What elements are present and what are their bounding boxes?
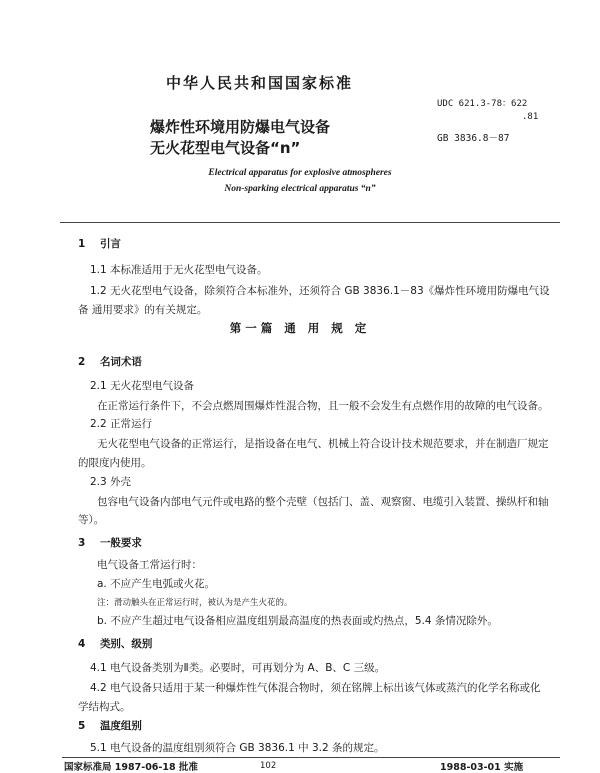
- section-2-number: 2: [78, 356, 86, 368]
- page-number: 102: [260, 761, 277, 771]
- section-3-heading: [78, 535, 142, 550]
- clause-3-a: a. 不应产生电弧或火花。: [97, 578, 216, 590]
- clause-4-1: 4.1 电气设备类别为Ⅱ类。必要时，可再划分为 A、B、C 三级。: [90, 662, 386, 674]
- title-cn-line2: 无火花型电气设备“n”: [150, 139, 301, 157]
- title-cn-line1: 爆炸性环境用防爆电气设备: [150, 118, 331, 136]
- clause-4-2-line1: 4.2 电气设备只适用于某一种爆炸性气体混合物时，须在铭牌上标出该气体或蒸汽的化学名称或化: [90, 682, 541, 694]
- section-1-heading: [78, 236, 121, 251]
- clause-2-3-body-line1: 包容电气设备内部电气元件或电路的整个壳壁（包括门、盖、观察窗、电缆引入装置、操纵杆和轴: [97, 496, 549, 508]
- section-4-title: 类别、级别: [99, 638, 153, 650]
- udc-line2: .81: [522, 112, 539, 122]
- header-divider: [60, 222, 560, 223]
- section-3-title: 一般要求: [99, 537, 142, 549]
- clause-3-note: 注：滑动触头在正常运行时，被认为是产生火花的。: [97, 598, 293, 608]
- clause-1-1: 1.1 本标准适用于无火花型电气设备。: [90, 264, 268, 276]
- section-3-number: 3: [78, 537, 86, 549]
- udc-line1: UDC 621.3-78：622: [437, 99, 528, 109]
- gb-number: GB 3836.8－87: [437, 133, 510, 144]
- clause-2-3-body-line2: 等）。: [78, 514, 105, 526]
- title-en-line2: Non-sparking electrical apparatus “n”: [224, 184, 376, 194]
- approval-date: 国家标准局 1987-06-18 批准: [64, 762, 198, 773]
- part-1-heading: 第一篇 通 用 规 定: [229, 321, 371, 335]
- section-5-number: 5: [78, 720, 86, 732]
- title-chinese: [150, 117, 330, 159]
- clause-3-intro: 电气设备工常运行时：: [97, 559, 202, 571]
- section-1-number: 1: [78, 238, 86, 250]
- clause-1-2-line1: 1.2 无火花型电气设备，除须符合本标准外，还须符合 GB 3836.1－83《爆炸性环境用防爆电气设: [90, 285, 550, 297]
- clause-5-1: 5.1 电气设备的温度组别须符合 GB 3836.1 中 3.2 条的规定。: [90, 742, 385, 754]
- section-4-heading: [78, 636, 152, 651]
- clause-2-1-body: 在正常运行条件下，不会点燃周围爆炸性混合物，且一般不会发生有点燃作用的故障的电气设备。: [97, 400, 549, 412]
- clause-3-b: b. 不应产生超过电气设备相应温度组别最高温度的热表面或灼热点，5.4 条情况除外。: [97, 615, 498, 627]
- section-1-title: 引言: [99, 238, 121, 250]
- udc-code: [437, 98, 538, 124]
- clause-2-2-body-line2: 的限度内使用。: [78, 457, 152, 469]
- clause-2-2-body-line1: 无火花型电气设备的正常运行，是指设备在电气、机械上符合设计技术规范要求，并在制造厂规定: [97, 438, 549, 450]
- clause-2-1-title: 2.1 无火花型电气设备: [90, 380, 195, 392]
- footer-divider: [62, 757, 560, 758]
- national-standard-heading: 中华人民共和国国家标准: [166, 74, 354, 92]
- effective-date: 1988-03-01 实施: [440, 762, 524, 773]
- clause-2-3-title: 2.3 外壳: [90, 476, 132, 488]
- section-4-number: 4: [78, 638, 86, 650]
- clause-1-2-line2: 备 通用要求》的有关规定。: [78, 304, 208, 316]
- clause-2-2-title: 2.2 正常运行: [90, 418, 153, 430]
- title-en-line1: Electrical apparatus for explosive atmospheres: [208, 168, 392, 178]
- section-5-heading: [78, 718, 142, 733]
- clause-4-2-line2: 学结构式。: [78, 701, 131, 713]
- section-5-title: 温度组别: [99, 720, 142, 732]
- section-2-title: 名词术语: [99, 356, 142, 368]
- section-2-heading: [78, 354, 142, 369]
